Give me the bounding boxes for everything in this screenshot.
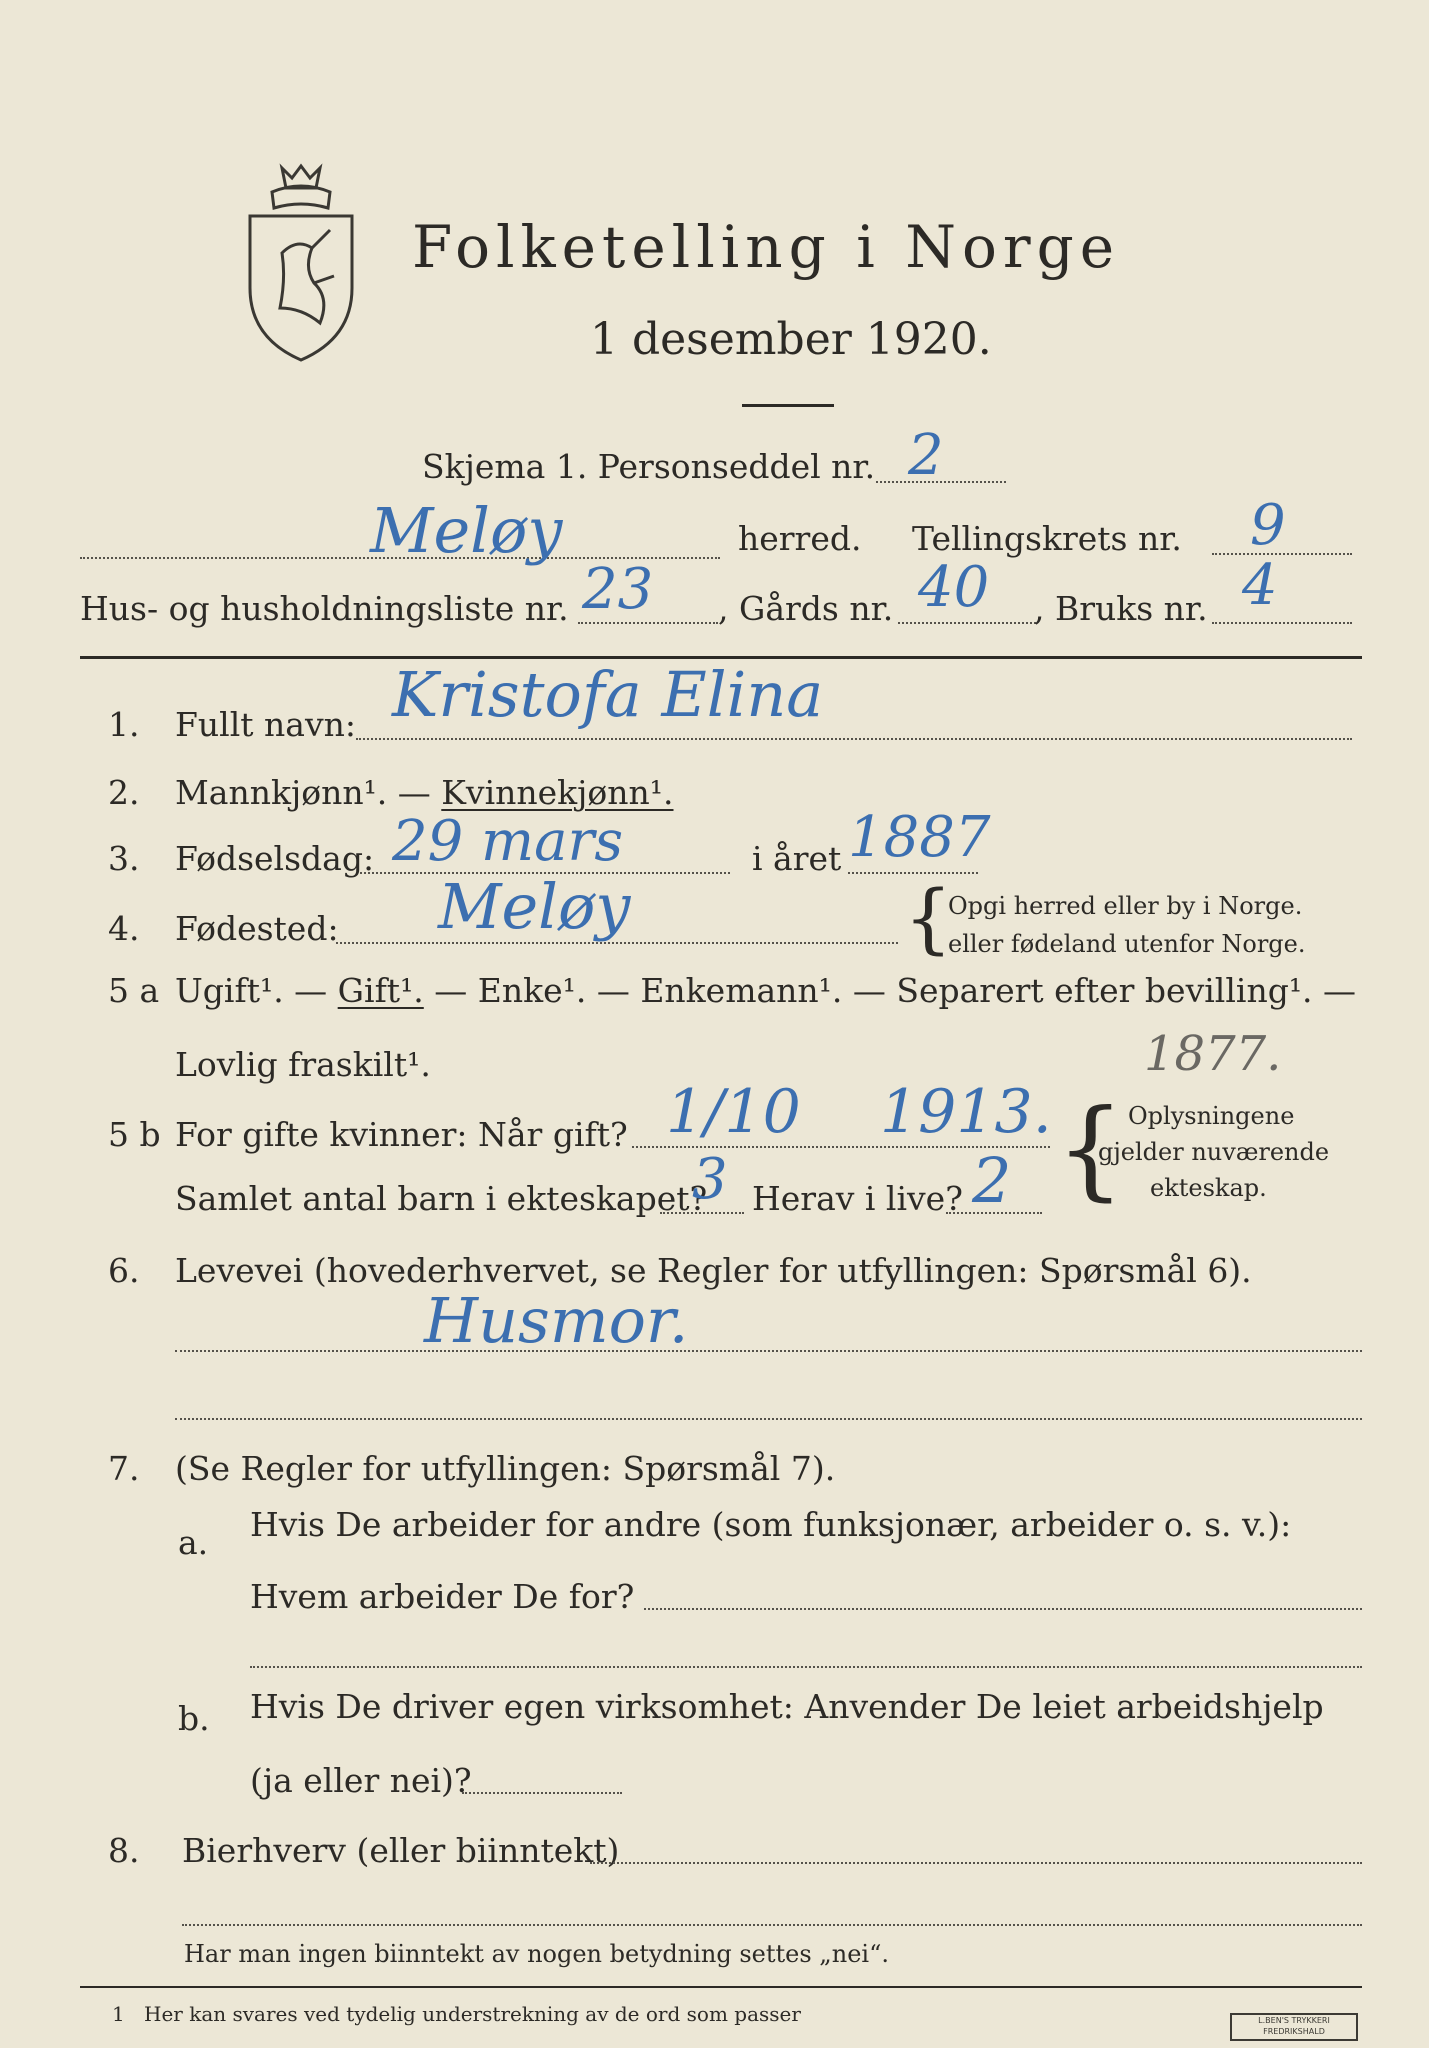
q7b-text: Hvis De driver egen virksomhet: Anvender De leiet arbeidshjelp [250,1687,1324,1726]
footnote-text: Her kan svares ved tydelig understrekning av de ord som passer [144,2002,801,2026]
liste-value: 23 [582,557,654,622]
q1-number: 1. [108,705,140,744]
marital-gift-underlined[interactable]: Gift¹. [337,971,424,1010]
footnote-mark: 1 [112,2002,125,2026]
q7b-number: b. [178,1699,210,1738]
alive-label: Herav i live? [752,1179,963,1218]
census-date: 1 desember 1920. [590,314,992,365]
q6-number: 6. [108,1251,140,1290]
gards-label: , Gårds nr. [718,589,894,628]
q4-label: Fødested: [175,909,339,948]
q7a-text: Hvis De arbeider for andre (som funksjonær, arbeider o. s. v.): [250,1505,1292,1544]
occupation-field-line-2[interactable] [175,1418,1362,1420]
q7-number: 7. [108,1449,140,1488]
gender-options: Mannkjønn¹. — Kvinnekjønn¹. [175,773,674,812]
form-number-label: Skjema 1. Personseddel nr. [422,447,876,486]
q7a-question: Hvem arbeider De for? [250,1577,635,1616]
birthday-value: 29 mars [392,809,624,874]
employer-field[interactable] [644,1608,1362,1610]
full-name-value: Kristofa Elina [392,658,824,731]
form-title: Folketelling i Norge [412,213,1121,281]
q6-label: Levevei (hovederhvervet, se Regler for utfyllingen: Spørsmål 6). [175,1251,1252,1290]
q5a-number: 5 a [108,971,160,1010]
margin-note-year: 1877. [1144,1026,1282,1082]
marriage-date-value: 1/10 [666,1077,801,1147]
birth-year-value: 1887 [848,805,991,870]
marital-fraskilt[interactable]: Lovlig fraskilt¹. [175,1045,431,1084]
q5b-label: For gifte kvinner: Når gift? [175,1115,628,1154]
q5b-note-line-2: gjelder nuværende [1098,1138,1330,1166]
herred-value: Meløy [370,494,563,567]
q5b-note-brace: { [1056,1087,1125,1212]
q4-number: 4. [108,909,140,948]
herred-label: herred. [738,519,862,558]
q4-note-line-1: Opgi herred eller by i Norge. [948,892,1303,920]
q2-number: 2. [108,773,140,812]
alive-value: 2 [972,1144,1012,1217]
bruks-value: 4 [1242,553,1278,618]
q5b-note-line-3: ekteskap. [1150,1174,1267,1202]
q8-number: 8. [108,1831,140,1870]
hired-help-field[interactable] [462,1792,622,1794]
form-number-value: 2 [908,423,944,488]
printer-stamp: L.BEN'S TRYKKERI FREDRIKSHALD [1230,2013,1358,2041]
children-label: Samlet antal barn i ekteskapet? [175,1179,708,1218]
q3-number: 3. [108,839,140,878]
occupation-field-line-1[interactable] [175,1350,1362,1352]
footer-rule [80,1986,1362,1988]
employer-field-line-2[interactable] [250,1666,1362,1668]
footer-note: Har man ingen biinntekt av nogen betydning settes „nei“. [184,1940,889,1968]
q5b-number: 5 b [108,1115,161,1154]
q3-label: Fødselsdag: [175,839,375,878]
gender-female-underlined[interactable]: Kvinnekjønn¹. [441,773,674,812]
q7-label: (Se Regler for utfyllingen: Spørsmål 7). [175,1449,836,1488]
coat-of-arms-emblem [242,158,360,368]
bruks-label: , Bruks nr. [1034,589,1208,628]
gards-value: 40 [918,555,990,620]
q4-note-brace: { [904,873,953,962]
title-divider [742,404,834,407]
marriage-year-value: 1913. [880,1077,1052,1147]
gender-male[interactable]: Mannkjønn¹. [175,773,388,812]
birth-year-label: i året [752,839,842,878]
side-income-field-line-2[interactable] [182,1924,1362,1926]
krets-label: Tellingskrets nr. [912,519,1182,558]
bruks-field[interactable] [1212,622,1352,624]
liste-label: Hus- og husholdningsliste nr. [80,589,569,628]
q4-note-line-2: eller fødeland utenfor Norge. [948,930,1306,958]
q7b-question: (ja eller nei)? [250,1761,472,1800]
gards-field[interactable] [898,622,1036,624]
liste-field[interactable] [578,622,718,624]
marital-ugift[interactable]: Ugift¹. [175,971,284,1010]
children-field[interactable] [660,1212,744,1214]
q7a-number: a. [178,1523,209,1562]
q1-label: Fullt navn: [175,705,356,744]
children-value: 3 [692,1147,728,1212]
birthplace-value: Meløy [438,870,631,943]
q8-label: Bierhverv (eller biinntekt) [182,1831,620,1870]
krets-value: 9 [1250,493,1286,558]
q5b-note-line-1: Oplysningene [1128,1102,1295,1130]
marital-other-options[interactable]: — Enke¹. — Enkemann¹. — Separert efter bevilling¹. — [423,971,1357,1010]
marital-options: Ugift¹. — Gift¹. — Enke¹. — Enkemann¹. — Separert efter bevilling¹. — [175,971,1357,1010]
side-income-field[interactable] [590,1862,1362,1864]
occupation-value: Husmor. [424,1284,689,1357]
full-name-field[interactable] [356,738,1352,740]
